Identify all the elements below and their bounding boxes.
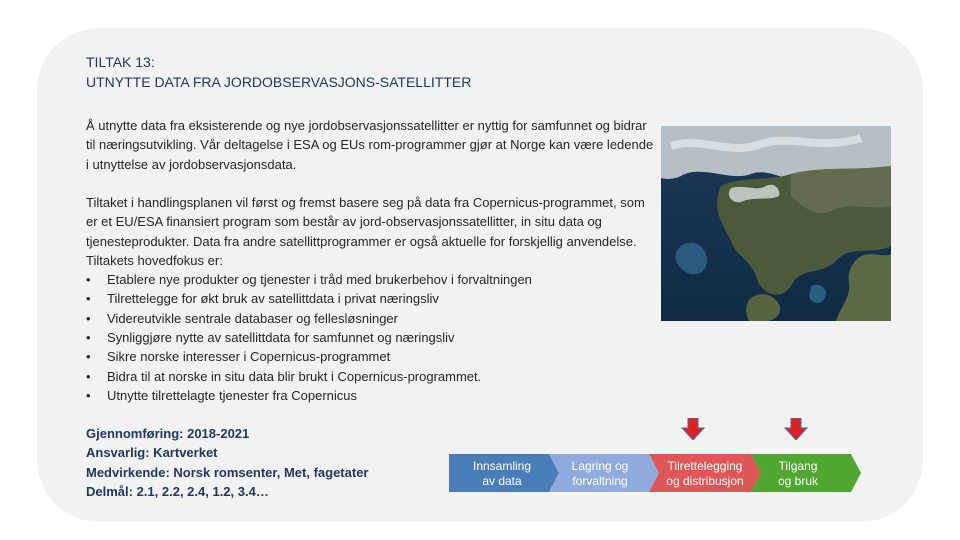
process-step-1 — [452, 459, 552, 489]
list-item: • Synliggjøre nytte av satellittdata for samfunnet og næringsliv — [86, 328, 656, 347]
meta-subgoals: Delmål: 2.1, 2.2, 2.4, 1.2, 3.4… — [86, 483, 269, 499]
focus-list — [86, 270, 656, 405]
meta-responsible: Ansvarlig: Kartverket — [86, 445, 218, 461]
satellite-image — [661, 126, 891, 321]
page-title — [86, 52, 471, 92]
list-item: • Etablere nye produkter og tjenester i tråd med brukerbehov i forvaltningen — [86, 270, 656, 289]
process-step-2-line-1: Lagring og — [571, 459, 629, 473]
arrow-down-icon — [784, 418, 808, 440]
process-step-4-line-1: Tilgang — [778, 459, 818, 473]
focus-section — [86, 193, 656, 405]
list-item: • Videreutvikle sentrale databaser og fellesløsninger — [86, 309, 656, 328]
title-line-2: UTNYTTE DATA FRA JORDOBSERVASJONS-SATELLITTER — [86, 74, 472, 90]
arrow-down-icon — [681, 418, 705, 440]
process-step-1-line-2: av data — [482, 474, 522, 488]
process-step-4-line-2: og bruk — [777, 474, 819, 488]
process-step-3 — [655, 459, 755, 489]
list-item: • Tilrettelegge for økt bruk av satellittdata i privat næringsliv — [86, 289, 656, 308]
process-step-4 — [748, 459, 848, 489]
process-flow — [449, 454, 861, 492]
list-item: • Bidra til at norske in situ data blir brukt i Copernicus-programmet. — [86, 367, 656, 386]
focus-paragraph: Tiltaket i handlingsplanen vil først og fremst basere seg på data fra Copernicus-programmet, som er et EU/ESA finansiert program som består av jord-observasjonssatellitter, in situ data og tjenesteprodukter. Data fra andre satellittprogrammer er også aktuelle for forskjellig anvendelse. Tiltakets hovedfokus er: — [86, 195, 645, 268]
process-step-1-line-1: Innsamling — [472, 459, 532, 473]
project-meta — [86, 424, 368, 501]
meta-implementation: Gjennomføring: 2018-2021 — [86, 426, 250, 441]
meta-contributors: Medvirkende: Norsk romsenter, Met, fagetater — [86, 464, 369, 480]
list-item: • Sikre norske interesser i Copernicus-programmet — [86, 347, 656, 366]
process-step-2-line-2: forvaltning — [572, 474, 628, 488]
process-step-3-line-2: og distribusjon — [666, 474, 744, 488]
list-item: • Utnytte tilrettelagte tjenester fra Copernicus — [86, 386, 656, 405]
satellite-map-icon — [661, 126, 891, 321]
process-step-3-line-1: Tilrettelegging — [667, 459, 743, 473]
title-line-1: TILTAK 13: — [86, 54, 155, 70]
intro-paragraph: Å utnytte data fra eksisterende og nye jordobservasjonssatellitter er nyttig for samfunnet og bidrar til næringsutvikling. Vår deltagelse i ESA og EUs rom-programmer gjør at Norge kan være ledende i utnyttelse av jordobservasjonsdata. — [86, 118, 654, 172]
process-step-2 — [550, 459, 650, 489]
